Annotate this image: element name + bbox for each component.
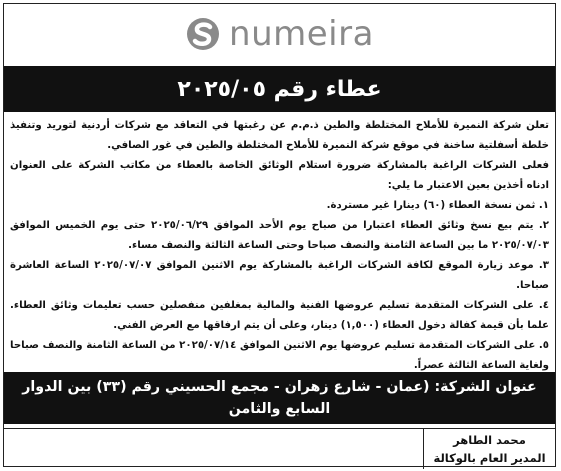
address-banner — [4, 372, 555, 439]
list-item: ٣. موعد زيارة الموقع لكافة الشركات الراغبة بالمشاركة يوم الاثنين الموافق ٢٠٢٥/٠٧/٠٧ الساعة العاشرة صباحا. — [10, 260, 549, 291]
signatory-name: محمد الطاهر — [453, 433, 526, 447]
numeira-s-logo-icon — [185, 16, 221, 52]
title-banner — [4, 66, 555, 112]
tender-advertisement — [3, 3, 556, 467]
company-logo — [4, 10, 555, 58]
signature-box — [423, 429, 555, 469]
list-item: ٢. يتم بيع نسخ وثائق العطاء اعتبارا من صباح يوم الأحد الموافق ٢٠٢٥/٠٦/٢٩ حتى يوم الخميس الموافق ٢٠٢٥/٠٧/٠٣ ما بين الساعة الثامنة والنصف صباحا وحتى الساعة الثالثة والنصف مساء. — [10, 220, 549, 251]
address-line-1: عنوان الشركة: (عمان - شارع زهران - مجمع الحسيني رقم (٣٣) بين الدوار السابع والثامن — [22, 379, 537, 417]
list-item: ٤. على الشركات المتقدمة تسليم عروضها الفنية والمالية بمغلفين منفصلين حسب تعليمات وثائق العطاء. علما بأن قيمة كفالة دخول العطاء (١,٥٠٠) دينار، وعلى أن يتم ارفاقها مع العرض الفني. — [10, 300, 549, 331]
list-item: ٥. على الشركات المتقدمة تسليم عروضها يوم الاثنين الموافق ٢٠٢٥/٠٧/١٤ من الساعة الثامنة والنصف صباحا ولغاية الساعة الثالثة عصراً. — [10, 340, 549, 371]
tender-body — [10, 116, 549, 371]
signatory-position: المدير العام بالوكالة — [433, 451, 546, 465]
logo-wordmark: numeira — [229, 14, 374, 54]
requirements-intro: فعلى الشركات الراغبة بالمشاركة ضرورة استلام الوثائق الخاصة بالعطاء من مكاتب الشركة على العنوان ادناه أخذين بعين الاعتبار ما يلي: — [10, 160, 549, 191]
intro-paragraph: تعلن شركة النميرة للأملاح المختلطة والطين ذ.م.م عن رغبتها في التعاقد مع شركات أردنية لتوريد وتنفيذ خلطة أسفلتية ساخنة في موقع شركة النميرة للأملاح المختلطة والطين في غور الصافي. — [10, 120, 549, 151]
signature-area — [4, 428, 555, 469]
address-line-2: الطابق السادس مكتب (٦١٥) هاتف (٠٧٧٨٤٣٤٨٨٨) — [108, 423, 451, 439]
tender-title: عطاء رقم ٢٠٢٥/٠٥ — [177, 76, 382, 102]
list-item: ١. ثمن نسخة العطاء (٦٠) دينارا غير مستردة. — [326, 200, 549, 211]
